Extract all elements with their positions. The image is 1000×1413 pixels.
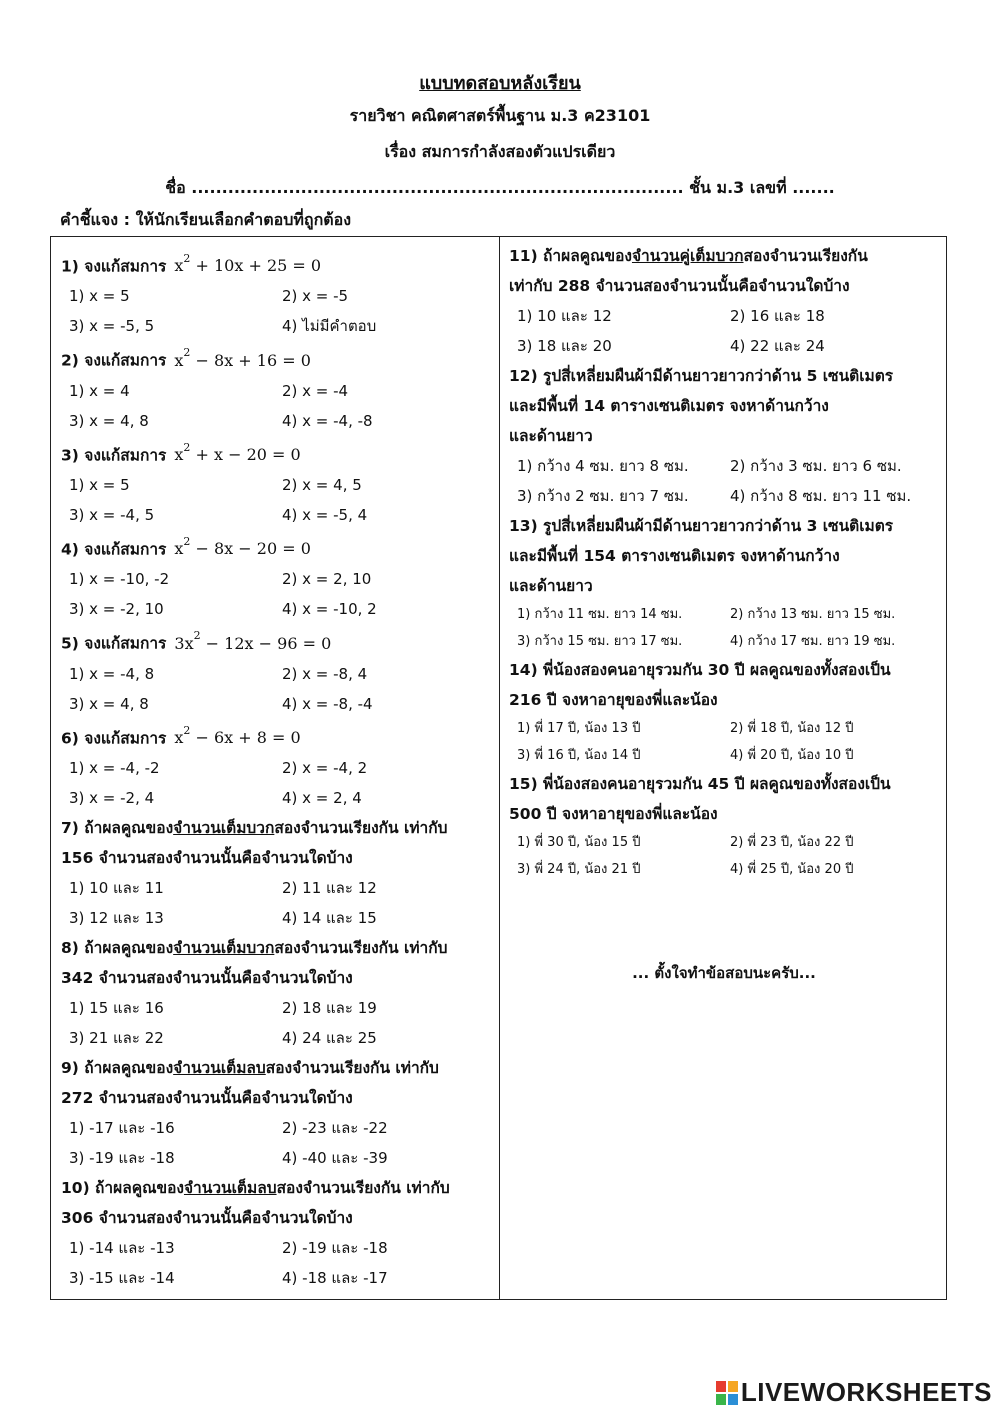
- question-block: [61, 1173, 491, 1293]
- logo-square-orange: [728, 1381, 738, 1392]
- question-text: 9) ถ้าผลคูณของจำนวนเต็มลบสองจำนวนเรียงกัน เท่ากับ: [61, 1058, 439, 1077]
- answer-option[interactable]: 2) -23 และ -22: [282, 1118, 388, 1137]
- answer-option[interactable]: 4) x = -4, -8: [282, 411, 373, 430]
- answer-option[interactable]: 1) x = -4, 8: [69, 664, 155, 683]
- column-divider: [499, 237, 500, 1299]
- answer-option[interactable]: 4) กว้าง 17 ซม. ยาว 19 ซม.: [730, 634, 896, 649]
- question-text: 15) พี่น้องสองคนอายุรวมกัน 45 ปี ผลคูณของทั้งสองเป็น: [509, 775, 891, 793]
- question-text-line2: 342 จำนวนสองจำนวนนั้นคือจำนวนใดบ้าง: [61, 968, 353, 987]
- logo-square-red: [716, 1381, 726, 1392]
- question-text-line2: 272 จำนวนสองจำนวนนั้นคือจำนวนใดบ้าง: [61, 1088, 353, 1107]
- topic-line: เรื่อง สมการกำลังสองตัวแปรเดียว: [384, 142, 616, 161]
- question-block: [509, 511, 939, 655]
- answer-option[interactable]: 2) 11 และ 12: [282, 878, 377, 897]
- question-text: และด้านยาว: [509, 577, 593, 595]
- question-text-line2: 306 จำนวนสองจำนวนนั้นคือจำนวนใดบ้าง: [61, 1208, 353, 1227]
- question-block: [509, 361, 939, 511]
- answer-option[interactable]: 4) พี่ 20 ปี, น้อง 10 ปี: [730, 748, 854, 763]
- answer-option[interactable]: 2) x = -4, 2: [282, 758, 368, 777]
- liveworksheets-logo: [716, 1377, 992, 1408]
- answer-option[interactable]: 3) 18 และ 20: [517, 337, 612, 355]
- answer-option[interactable]: 3) x = 4, 8: [69, 694, 149, 713]
- question-block: [61, 1053, 491, 1173]
- question-text: 5) จงแก้สมการ $3x^2 - 12x - 96 = 0$: [61, 629, 332, 653]
- answer-option[interactable]: 2) x = -4: [282, 381, 349, 400]
- question-block: [509, 769, 939, 883]
- answer-option[interactable]: 4) กว้าง 8 ซม. ยาว 11 ซม.: [730, 487, 912, 505]
- question-block: [61, 933, 491, 1053]
- subject-line: รายวิชา คณิตศาสตร์พื้นฐาน ม.3 ค23101: [349, 106, 651, 125]
- question-text: 500 ปี จงหาอายุของพี่และน้อง: [509, 805, 718, 823]
- question-block: [61, 247, 491, 341]
- student-name-line[interactable]: ชื่อ ................................................................................. ชั้น ม.3 เลขที่ .......: [165, 178, 835, 197]
- question-text: 1) จงแก้สมการ $x^2 + 10x + 25 = 0$: [61, 252, 322, 276]
- question-block: [61, 624, 491, 718]
- answer-option[interactable]: 4) x = -10, 2: [282, 600, 377, 619]
- answer-option[interactable]: 4) 14 และ 15: [282, 908, 377, 927]
- answer-option[interactable]: 1) กว้าง 11 ซม. ยาว 14 ซม.: [517, 607, 683, 622]
- logo-square-green: [716, 1394, 726, 1405]
- answer-option[interactable]: 4) 22 และ 24: [730, 337, 825, 355]
- question-sheet: [50, 236, 947, 1300]
- question-text: 2) จงแก้สมการ $x^2 - 8x + 16 = 0$: [61, 346, 311, 370]
- answer-option[interactable]: 3) พี่ 16 ปี, น้อง 14 ปี: [517, 748, 641, 763]
- answer-option[interactable]: 3) 21 และ 22: [69, 1028, 164, 1047]
- answer-option[interactable]: 1) พี่ 30 ปี, น้อง 15 ปี: [517, 835, 641, 850]
- question-text: 216 ปี จงหาอายุของพี่และน้อง: [509, 691, 718, 709]
- question-text: 3) จงแก้สมการ $x^2 + x - 20 = 0$: [61, 440, 301, 464]
- closing-message: ... ตั้งใจทำข้อสอบนะครับ...: [632, 964, 816, 982]
- answer-option[interactable]: 1) x = 4: [69, 381, 130, 400]
- equation: $x^2 - 8x - 20 = 0$: [174, 534, 311, 559]
- answer-option[interactable]: 3) x = -5, 5: [69, 317, 155, 336]
- answer-option[interactable]: 4) พี่ 25 ปี, น้อง 20 ปี: [730, 862, 854, 877]
- answer-option[interactable]: 2) พี่ 18 ปี, น้อง 12 ปี: [730, 721, 854, 736]
- question-block: [61, 813, 491, 933]
- answer-option[interactable]: 3) กว้าง 2 ซม. ยาว 7 ซม.: [517, 487, 689, 505]
- question-text: 7) ถ้าผลคูณของจำนวนเต็มบวกสองจำนวนเรียงกัน เท่ากับ: [61, 818, 448, 837]
- answer-option[interactable]: 1) 10 และ 12: [517, 307, 612, 325]
- answer-option[interactable]: 2) กว้าง 3 ซม. ยาว 6 ซม.: [730, 457, 902, 475]
- question-block: [509, 655, 939, 769]
- answer-option[interactable]: 3) x = -2, 4: [69, 788, 155, 807]
- brand-name: LIVEWORKSHEETS: [740, 1377, 992, 1407]
- question-text-line2: 156 จำนวนสองจำนวนนั้นคือจำนวนใดบ้าง: [61, 848, 353, 867]
- question-text: 6) จงแก้สมการ $x^2 - 6x + 8 = 0$: [61, 723, 301, 747]
- question-block: [61, 436, 491, 530]
- answer-option[interactable]: 2) กว้าง 13 ซม. ยาว 15 ซม.: [730, 607, 896, 622]
- answer-option[interactable]: 3) -15 และ -14: [69, 1268, 175, 1287]
- answer-option[interactable]: 2) 18 และ 19: [282, 998, 377, 1017]
- answer-option[interactable]: 2) x = -5: [282, 287, 349, 306]
- equation: $x^2 - 8x + 16 = 0$: [174, 346, 311, 370]
- right-column: [509, 237, 939, 985]
- left-column: [61, 237, 491, 1293]
- answer-option[interactable]: 1) x = -4, -2: [69, 758, 160, 777]
- answer-option[interactable]: 2) 16 และ 18: [730, 307, 825, 325]
- answer-option[interactable]: 1) 15 และ 16: [69, 998, 164, 1017]
- answer-option[interactable]: 1) x = 5: [69, 287, 130, 306]
- question-text: และมีพื้นที่ 14 ตารางเซนติเมตร จงหาด้านกว้าง: [509, 397, 829, 415]
- question-text: 4) จงแก้สมการ $x^2 - 8x - 20 = 0$: [61, 534, 311, 559]
- answer-option[interactable]: 4) -40 และ -39: [282, 1148, 388, 1167]
- answer-option[interactable]: 3) x = 4, 8: [69, 411, 149, 430]
- answer-option[interactable]: 2) x = 4, 5: [282, 475, 362, 494]
- equation: $3x^2 - 12x - 96 = 0$: [174, 629, 332, 653]
- answer-option[interactable]: 2) -19 และ -18: [282, 1238, 388, 1257]
- answer-option[interactable]: 1) -17 และ -16: [69, 1118, 175, 1137]
- question-block: [509, 241, 939, 361]
- logo-square-blue: [728, 1394, 738, 1405]
- answer-option[interactable]: 1) x = -10, -2: [69, 570, 170, 589]
- answer-option[interactable]: 3) กว้าง 15 ซม. ยาว 17 ซม.: [517, 634, 683, 649]
- answer-option[interactable]: 4) ไม่มีคำตอบ: [282, 317, 377, 336]
- answer-option[interactable]: 1) กว้าง 4 ซม. ยาว 8 ซม.: [517, 457, 689, 475]
- equation: $x^2 + 10x + 25 = 0$: [174, 252, 322, 276]
- question-block: [61, 341, 491, 435]
- question-block: [61, 719, 491, 813]
- instruction: คำชี้แจง : ให้นักเรียนเลือกคำตอบที่ถูกต้อง: [60, 210, 352, 229]
- answer-option[interactable]: 2) พี่ 23 ปี, น้อง 22 ปี: [730, 835, 854, 850]
- answer-option[interactable]: 1) -14 และ -13: [69, 1238, 175, 1257]
- answer-option[interactable]: 3) พี่ 24 ปี, น้อง 21 ปี: [517, 862, 641, 877]
- question-text: 10) ถ้าผลคูณของจำนวนเต็มลบสองจำนวนเรียงกัน เท่ากับ: [61, 1178, 450, 1197]
- answer-option[interactable]: 3) x = -4, 5: [69, 505, 155, 524]
- question-text-line2: เท่ากับ 288 จำนวนสองจำนวนนั้นคือจำนวนใดบ้าง: [509, 277, 850, 295]
- question-text: และมีพื้นที่ 154 ตารางเซนติเมตร จงหาด้านกว้าง: [509, 547, 840, 565]
- question-text: 14) พี่น้องสองคนอายุรวมกัน 30 ปี ผลคูณของทั้งสองเป็น: [509, 661, 891, 679]
- page-title: แบบทดสอบหลังเรียน: [419, 73, 581, 94]
- answer-option[interactable]: 4) -18 และ -17: [282, 1268, 388, 1287]
- answer-option[interactable]: 3) -19 และ -18: [69, 1148, 175, 1167]
- answer-option[interactable]: 4) x = -5, 4: [282, 505, 368, 524]
- question-text: 8) ถ้าผลคูณของจำนวนเต็มบวกสองจำนวนเรียงกัน เท่ากับ: [61, 938, 448, 957]
- answer-option[interactable]: 2) x = -8, 4: [282, 664, 368, 683]
- question-text: และด้านยาว: [509, 427, 593, 445]
- answer-option[interactable]: 1) พี่ 17 ปี, น้อง 13 ปี: [517, 721, 641, 736]
- answer-option[interactable]: 3) x = -2, 10: [69, 600, 164, 619]
- answer-option[interactable]: 4) 24 และ 25: [282, 1028, 377, 1047]
- answer-option[interactable]: 2) x = 2, 10: [282, 570, 372, 589]
- answer-option[interactable]: 1) x = 5: [69, 475, 130, 494]
- answer-option[interactable]: 3) 12 และ 13: [69, 908, 164, 927]
- answer-option[interactable]: 4) x = 2, 4: [282, 788, 362, 807]
- logo-icon: [716, 1381, 738, 1405]
- answer-option[interactable]: 4) x = -8, -4: [282, 694, 373, 713]
- equation: $x^2 + x - 20 = 0$: [174, 440, 301, 464]
- question-block: [61, 530, 491, 624]
- question-text: 13) รูปสี่เหลี่ยมผืนผ้ามีด้านยาวยาวกว่าด้าน 3 เซนติเมตร: [509, 517, 894, 535]
- answer-option[interactable]: 1) 10 และ 11: [69, 878, 164, 897]
- question-text: 12) รูปสี่เหลี่ยมผืนผ้ามีด้านยาวยาวกว่าด้าน 5 เซนติเมตร: [509, 367, 894, 385]
- equation: $x^2 - 6x + 8 = 0$: [174, 723, 301, 747]
- question-text: 11) ถ้าผลคูณของจำนวนคู่เต็มบวกสองจำนวนเรียงกัน: [509, 247, 868, 265]
